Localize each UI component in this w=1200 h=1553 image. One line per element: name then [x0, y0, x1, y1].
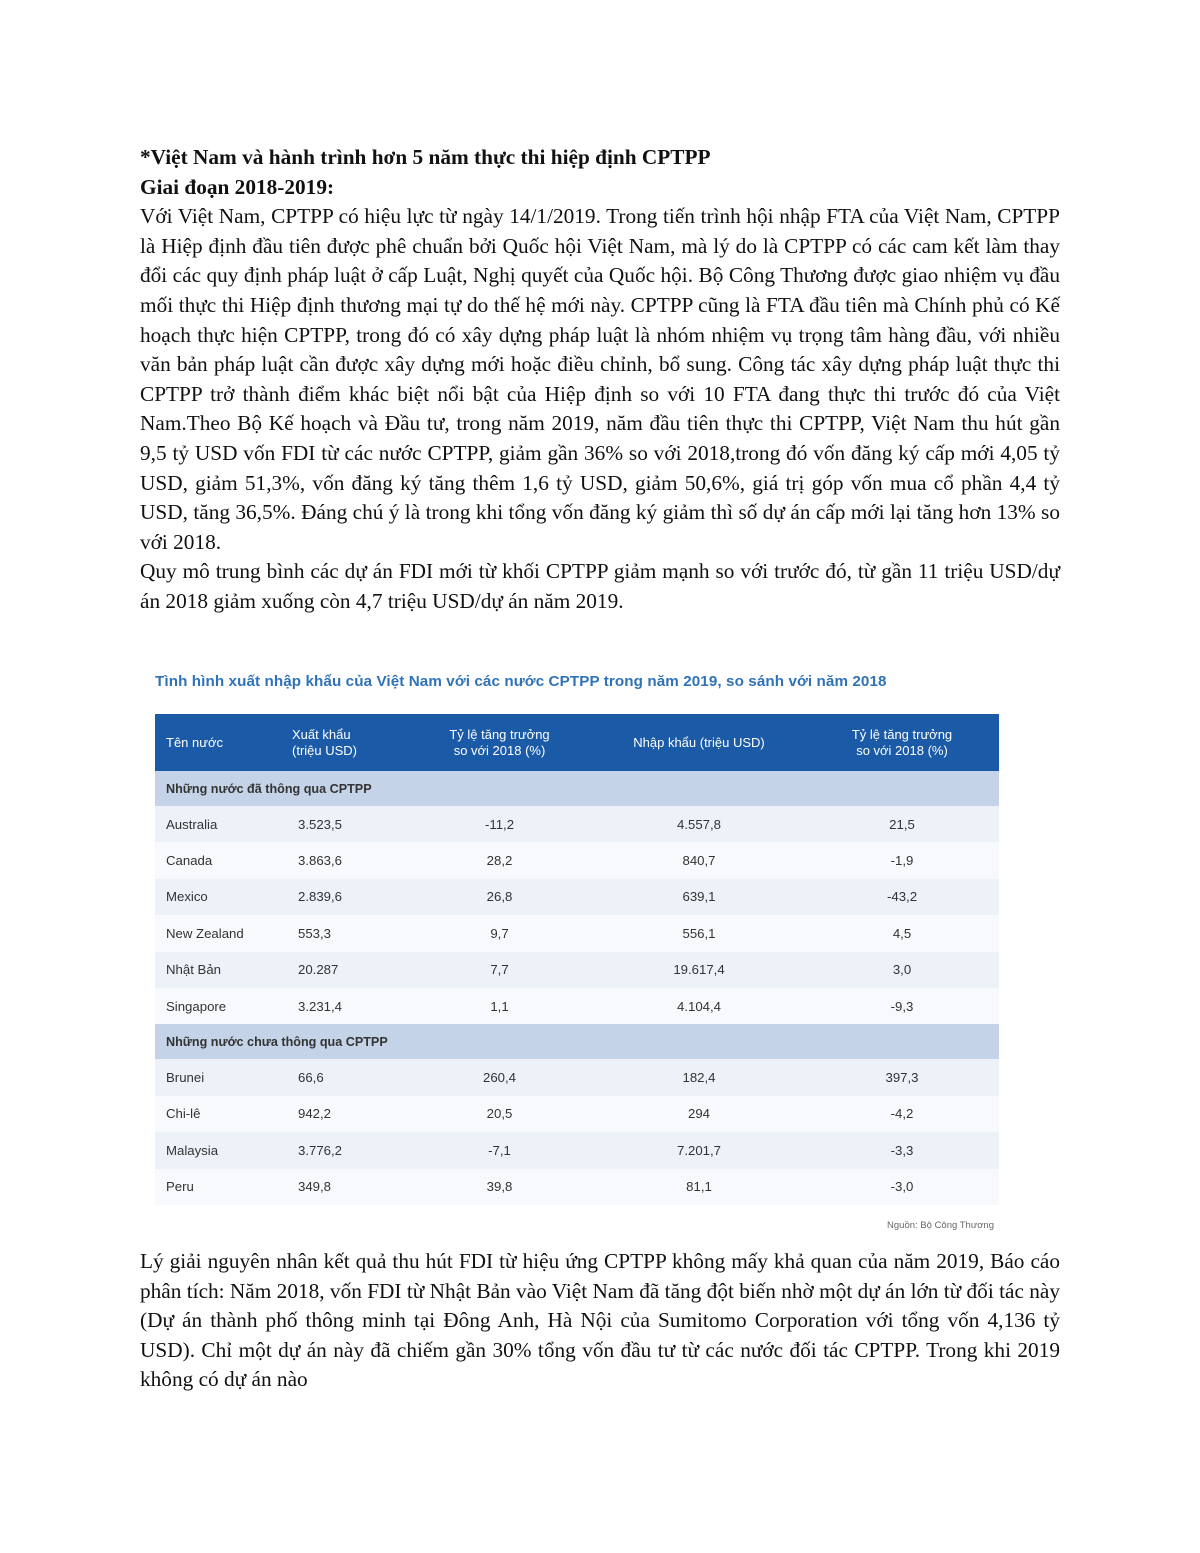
group-label: Những nước đã thông qua CPTPP [155, 771, 999, 806]
table-row [155, 1059, 999, 1095]
cell-export-growth: 28,2 [406, 842, 593, 878]
article-top [140, 143, 1060, 617]
group-row-ratified [155, 771, 999, 806]
header-export-line1: Xuất khẩu [292, 726, 351, 742]
cell-export-growth: -7,1 [406, 1132, 593, 1168]
table-row [155, 806, 999, 842]
header-import-growth-line1: Tỷ lệ tăng trưởng [851, 726, 953, 742]
cell-country: Chi-lê [155, 1096, 288, 1132]
cell-import-growth: -1,9 [805, 842, 999, 878]
cell-export: 942,2 [288, 1096, 406, 1132]
cell-export-growth: 26,8 [406, 879, 593, 915]
cell-import-growth: -43,2 [805, 879, 999, 915]
article-bottom [140, 1247, 1060, 1395]
cell-import: 556,1 [593, 915, 805, 951]
cell-export-growth: 1,1 [406, 988, 593, 1024]
table-row [155, 1132, 999, 1168]
group-row-not-ratified [155, 1024, 999, 1059]
cell-export-growth: -11,2 [406, 806, 593, 842]
table-title: Tình hình xuất nhập khẩu của Việt Nam với các nước CPTPP trong năm 2019, so sánh với năm 2018 [155, 673, 887, 690]
cell-country: Nhật Bản [155, 952, 288, 988]
cell-import: 294 [593, 1096, 805, 1132]
table-row [155, 842, 999, 878]
cell-export: 3.523,5 [288, 806, 406, 842]
header-country: Tên nước [155, 714, 288, 771]
table-header-row [155, 714, 999, 771]
table-row [155, 988, 999, 1024]
cell-import-growth: 3,0 [805, 952, 999, 988]
header-import-growth [805, 714, 999, 771]
cell-import: 4.557,8 [593, 806, 805, 842]
article-heading: *Việt Nam và hành trình hơn 5 năm thực thi hiệp định CPTPP [140, 145, 711, 169]
trade-table [155, 714, 999, 1205]
cell-import-growth: 397,3 [805, 1059, 999, 1095]
cell-import: 19.617,4 [593, 952, 805, 988]
cell-import-growth: 21,5 [805, 806, 999, 842]
cell-country: New Zealand [155, 915, 288, 951]
cell-export: 3.776,2 [288, 1132, 406, 1168]
header-export-growth [406, 714, 593, 771]
cell-country: Australia [155, 806, 288, 842]
header-export [288, 714, 406, 771]
cell-export-growth: 7,7 [406, 952, 593, 988]
table-row [155, 915, 999, 951]
cell-import: 639,1 [593, 879, 805, 915]
paragraph: Quy mô trung bình các dự án FDI mới từ khối CPTPP giảm mạnh so với trước đó, từ gần 11 triệu USD/dự án 2018 giảm xuống còn 4,7 triệu USD/dự án năm 2019. [140, 559, 1060, 613]
cell-export: 349,8 [288, 1169, 406, 1205]
header-export-line2: (triệu USD) [292, 742, 358, 758]
header-export-growth-line2: so với 2018 (%) [453, 742, 546, 758]
header-export-growth-line1: Tỷ lệ tăng trưởng [449, 726, 550, 742]
cell-export: 553,3 [288, 915, 406, 951]
cell-import: 7.201,7 [593, 1132, 805, 1168]
header-import-growth-line2: so với 2018 (%) [856, 742, 948, 758]
cell-import-growth: -9,3 [805, 988, 999, 1024]
cell-import-growth: -4,2 [805, 1096, 999, 1132]
table-source: Nguồn: Bộ Công Thương [887, 1220, 994, 1231]
cell-export: 20.287 [288, 952, 406, 988]
table-row [155, 1169, 999, 1205]
group-label: Những nước chưa thông qua CPTPP [155, 1024, 999, 1059]
cell-export: 2.839,6 [288, 879, 406, 915]
trade-table-figure [152, 668, 1002, 1238]
cell-import-growth: -3,0 [805, 1169, 999, 1205]
cell-import: 81,1 [593, 1169, 805, 1205]
cell-export-growth: 260,4 [406, 1059, 593, 1095]
header-import: Nhập khẩu (triệu USD) [593, 714, 805, 771]
cell-import: 840,7 [593, 842, 805, 878]
table-row [155, 879, 999, 915]
cell-import: 4.104,4 [593, 988, 805, 1024]
section-heading: Giai đoạn 2018-2019: [140, 174, 335, 199]
table-row [155, 952, 999, 988]
paragraph: Với Việt Nam, CPTPP có hiệu lực từ ngày 14/1/2019. Trong tiến trình hội nhập FTA của Việt Nam, CPTPP là Hiệp định đầu tiên được phê chuẩn bởi Quốc hội Việt Nam, mà lý do là CPTPP có các cam kết làm thay đổi các quy định pháp luật ở cấp Luật, Nghị quyết của Quốc hội. Bộ Công Thương được giao nhiệm vụ đầu mối thực thi Hiệp định thương mại tự do thế hệ mới này. CPTPP cũng là FTA đầu tiên mà Chính phủ có Kế hoạch thực hiện CPTPP, trong đó có xây dựng pháp luật là nhóm nhiệm vụ trọng tâm hàng đầu, với nhiều văn bản pháp luật cần được xây dựng mới hoặc điều chỉnh, bổ sung. Công tác xây dựng pháp luật thực thi CPTPP trở thành điểm khác biệt nổi bật của Hiệp định so với 10 FTA đang thực thi trước đó của Việt Nam.Theo Bộ Kế hoạch và Đầu tư, trong năm 2019, năm đầu tiên thực thi CPTPP, Việt Nam thu hút gần 9,5 tỷ USD vốn FDI từ các nước CPTPP, giảm gần 36% so với 2018,trong đó vốn đăng ký cấp mới 4,05 tỷ USD, giảm 51,3%, vốn đăng ký tăng thêm 1,6 tỷ USD, giảm 50,6%, giá trị góp vốn mua cổ phần 4,4 tỷ USD, tăng 36,5%. Đáng chú ý là trong khi tổng vốn đăng ký giảm thì số dự án cấp mới lại tăng hơn 13% so với 2018. [140, 204, 1060, 554]
cell-export: 3.863,6 [288, 842, 406, 878]
cell-export: 66,6 [288, 1059, 406, 1095]
cell-country: Brunei [155, 1059, 288, 1095]
cell-country: Peru [155, 1169, 288, 1205]
cell-export-growth: 9,7 [406, 915, 593, 951]
cell-country: Singapore [155, 988, 288, 1024]
cell-import: 182,4 [593, 1059, 805, 1095]
cell-export: 3.231,4 [288, 988, 406, 1024]
cell-country: Canada [155, 842, 288, 878]
cell-country: Malaysia [155, 1132, 288, 1168]
paragraph: Lý giải nguyên nhân kết quả thu hút FDI từ hiệu ứng CPTPP không mấy khả quan của năm 2019, Báo cáo phân tích: Năm 2018, vốn FDI từ Nhật Bản vào Việt Nam đã tăng đột biến nhờ một dự án lớn từ đối tác này (Dự án thành phố thông minh tại Đông Anh, Hà Nội của Sumitomo Corporation với tổng vốn 4,136 tỷ USD). Chỉ một dự án này đã chiếm gần 30% tổng vốn đầu tư từ các nước đối tác CPTPP. Trong khi 2019 không có dự án nào [140, 1249, 1060, 1392]
cell-export-growth: 39,8 [406, 1169, 593, 1205]
cell-import-growth: 4,5 [805, 915, 999, 951]
cell-country: Mexico [155, 879, 288, 915]
cell-import-growth: -3,3 [805, 1132, 999, 1168]
table-row [155, 1096, 999, 1132]
cell-export-growth: 20,5 [406, 1096, 593, 1132]
